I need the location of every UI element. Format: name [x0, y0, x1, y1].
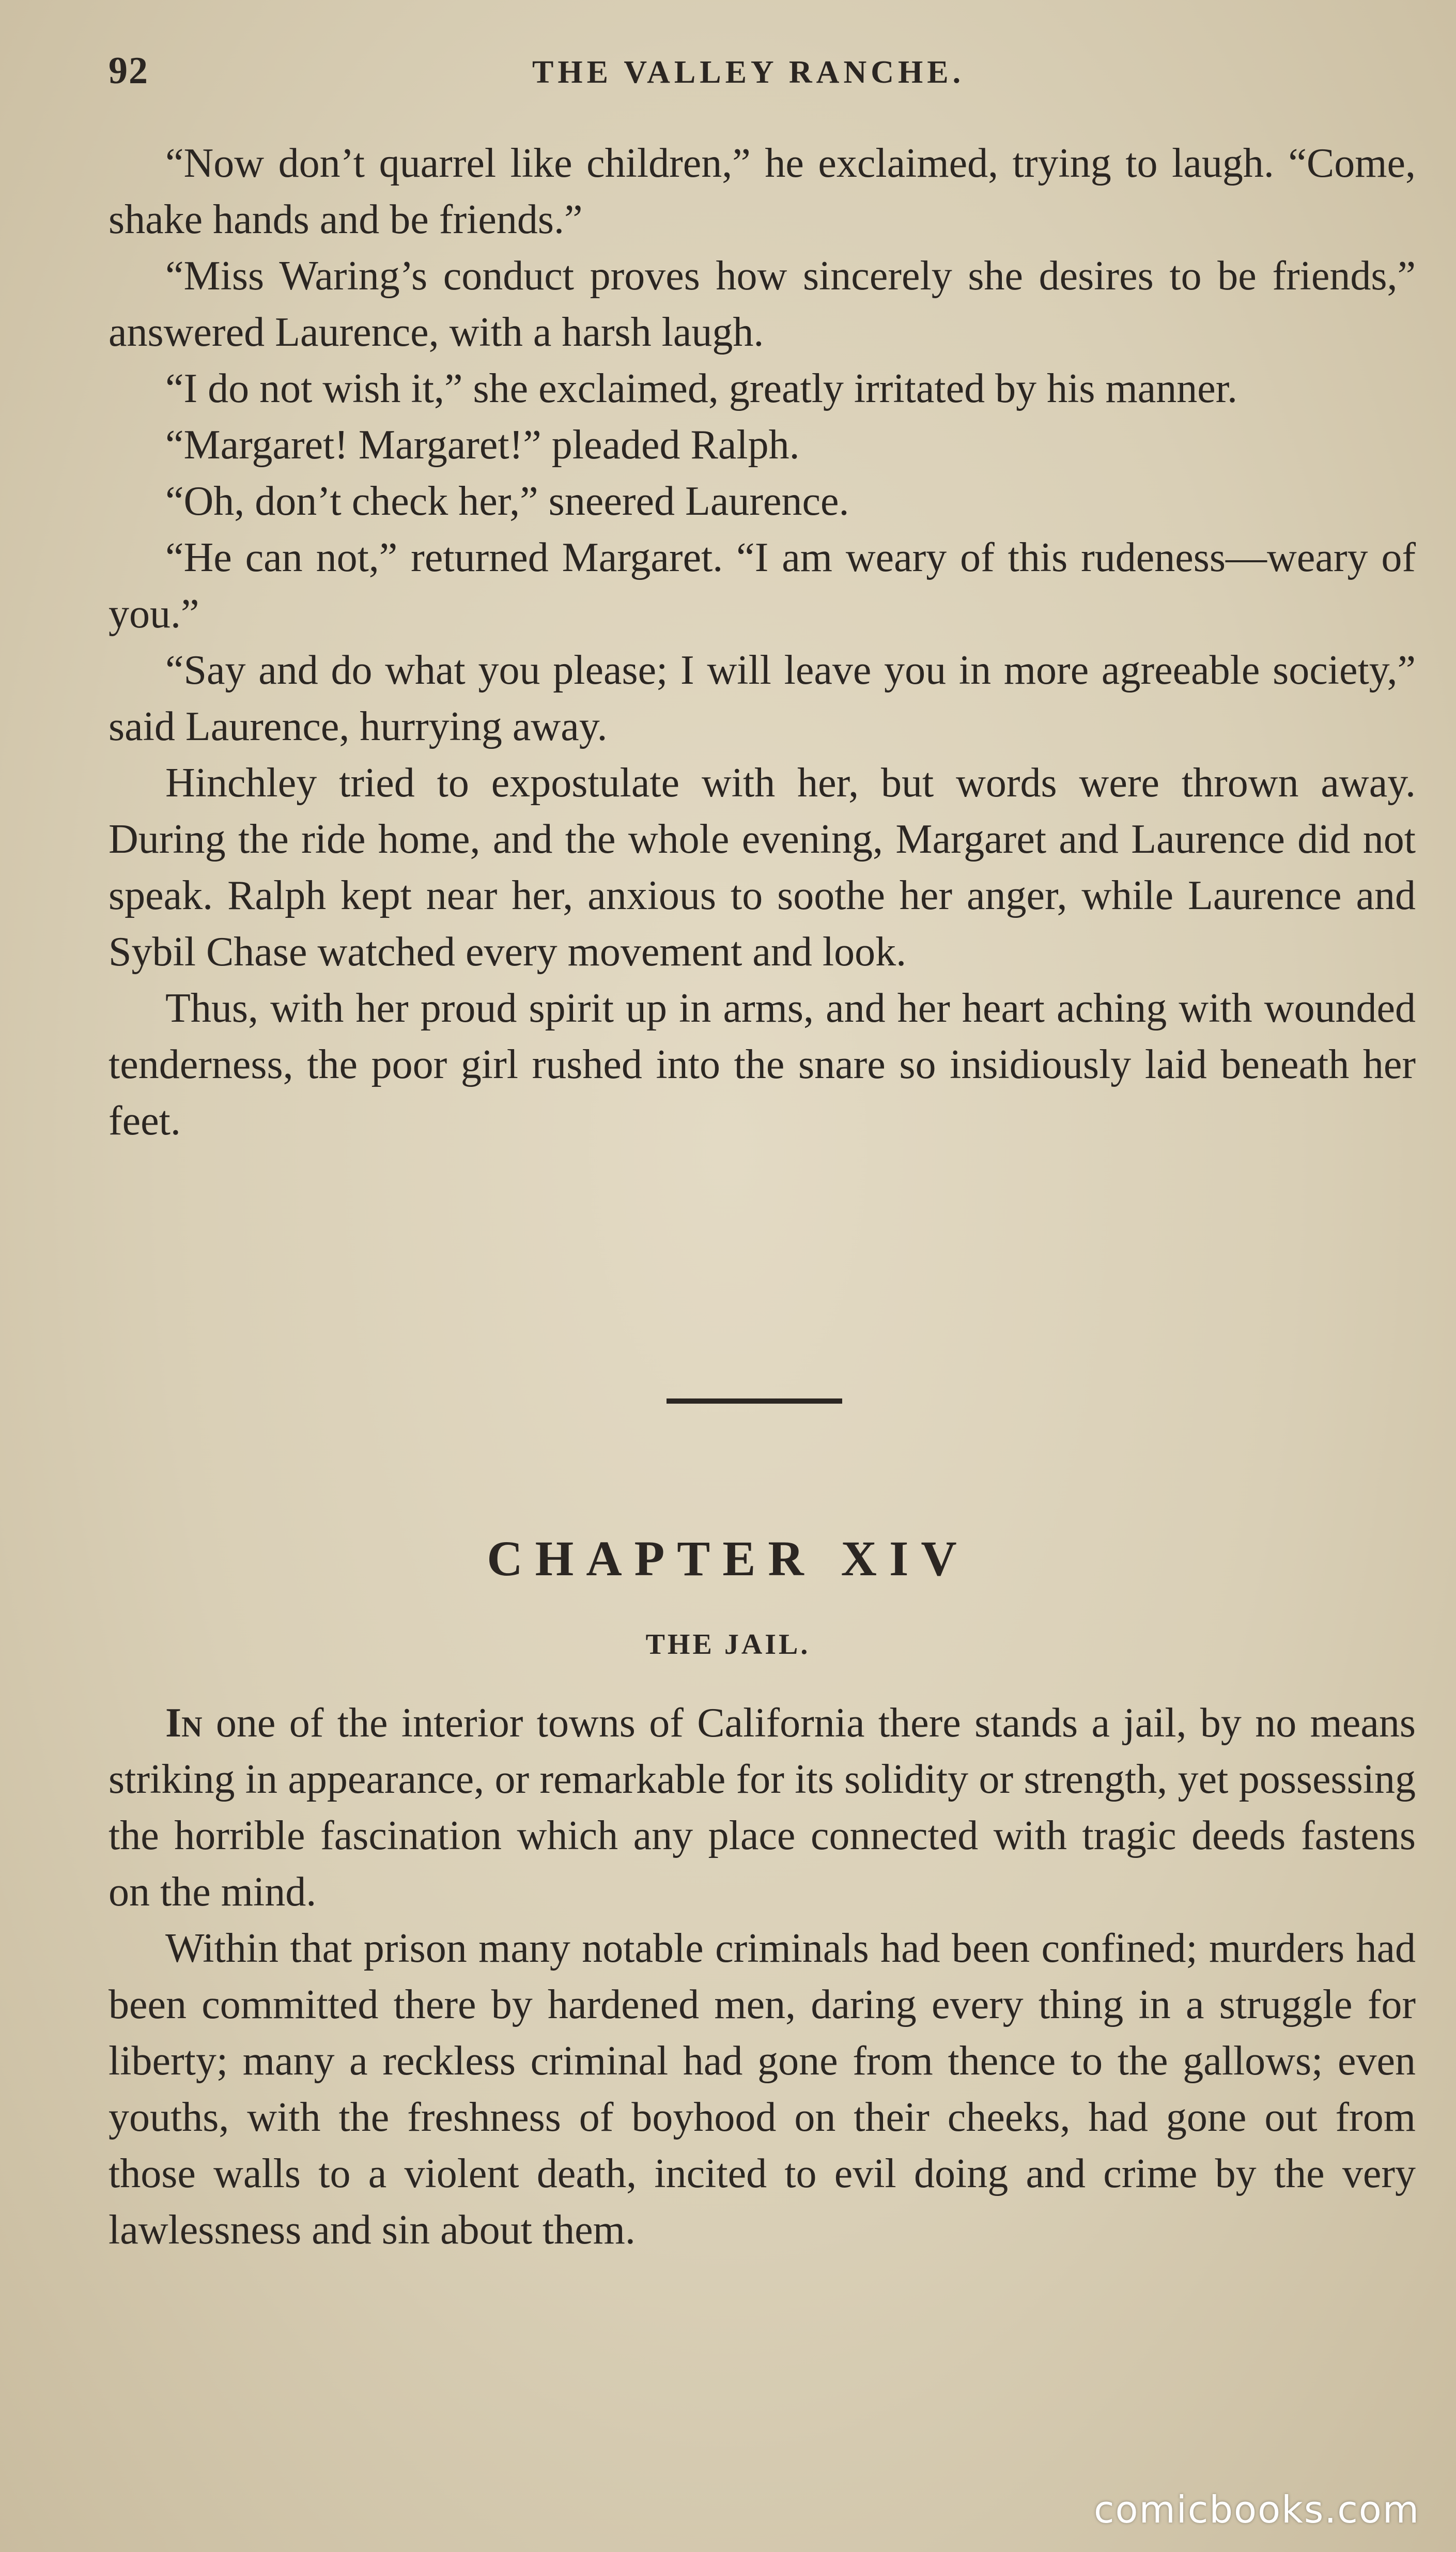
- body-text-top: [109, 135, 1416, 1149]
- paragraph: “Say and do what you please; I will leave you in more agreeable society,” said Laurence, hurrying away.: [109, 648, 1416, 749]
- paragraph: “He can not,” returned Margaret. “I am weary of this rudeness—weary of you.”: [109, 535, 1416, 637]
- watermark-logo: comicbooks.com: [1093, 2488, 1420, 2531]
- paragraph: “I do not wish it,” she exclaimed, greatly irritated by his manner.: [165, 366, 1237, 411]
- paragraph-text: one of the interior towns of California there stands a jail, by no means striking in appearance, or remarkable for its solidity or strength, yet possessing the horrible fascination which any place connected with tragic deeds fastens on the mind.: [109, 1700, 1416, 1915]
- body-text-chapter: [109, 1695, 1416, 2258]
- paragraph: “Margaret! Margaret!” pleaded Ralph.: [165, 422, 800, 468]
- section-divider-rule: [667, 1398, 842, 1404]
- chapter-title: CHAPTER XIV: [487, 1531, 969, 1586]
- paragraph-text: Within that prison many notable criminals had been confined; murders had been committed there by hardened men, daring every thing in a struggle for liberty; many a reckless criminal had gone from thence to the gallows; even youths, with the freshness of boyhood on their cheeks, had gone out from those walls to a violent death, incited to evil doing and crime by the very lawlessness and sin about them.: [109, 1926, 1416, 2253]
- running-title: THE VALLEY RANCHE.: [532, 55, 965, 90]
- page-number: 92: [109, 50, 149, 92]
- paragraph: Thus, with her proud spirit up in arms, and her heart aching with wounded tenderness, the poor girl rushed into the snare so insidiously laid beneath her feet.: [109, 986, 1416, 1144]
- paragraph: “Oh, don’t check her,” sneered Laurence.: [165, 479, 849, 524]
- paragraph: “Now don’t quarrel like children,” he exclaimed, trying to laugh. “Come, shake hands and be friends.”: [109, 141, 1416, 242]
- page-header: [109, 49, 1411, 106]
- chapter-subtitle: THE JAIL.: [645, 1628, 811, 1661]
- paragraph: Hinchley tried to expostulate with her, but words were thrown away. During the ride home, and the whole evening, Margaret and Laurence did not speak. Ralph kept near her, anxious to soothe her anger, while Laurence and Sybil Chase watched every movement and look.: [109, 760, 1416, 975]
- chapter-paragraph: [109, 1695, 1416, 1920]
- chapter-paragraph: [109, 1920, 1416, 2258]
- chapter-lead-words: In: [165, 1700, 203, 1746]
- paragraph: “Miss Waring’s conduct proves how sincerely she desires to be friends,” answered Laurence, with a harsh laugh.: [109, 253, 1416, 355]
